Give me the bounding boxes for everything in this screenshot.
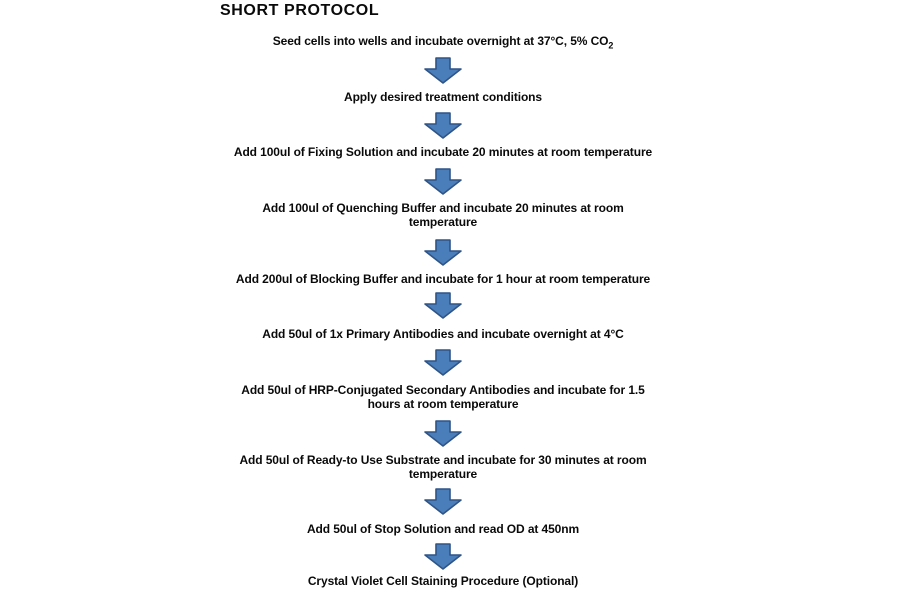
step-9-text: Add 50ul of Stop Solution and read OD at 450nm: [306, 522, 580, 536]
co2-subscript: 2: [608, 40, 614, 51]
step-7-line-2: hours at room temperature: [367, 397, 519, 411]
step-8-text: [143, 453, 743, 481]
step-4-text: [143, 201, 743, 229]
step-7-text: [143, 383, 743, 411]
down-arrow-icon: [424, 168, 462, 195]
step-4-line-2: temperature: [408, 215, 478, 229]
step-7-line-1: Add 50ul of HRP-Conjugated Secondary Antibodies and incubate for 1.5: [241, 383, 645, 397]
down-arrow-icon: [424, 239, 462, 266]
page-title: SHORT PROTOCOL: [220, 2, 380, 19]
step-1-line: Seed cells into wells and incubate overnight at 37°C, 5% CO: [272, 34, 609, 48]
step-2-text: Apply desired treatment conditions: [344, 90, 542, 104]
down-arrow-icon: [424, 292, 462, 319]
down-arrow-icon: [424, 420, 462, 447]
down-arrow-icon: [424, 112, 462, 139]
down-arrow-icon: [424, 349, 462, 376]
step-4-line-1: Add 100ul of Quenching Buffer and incubate 20 minutes at room: [262, 201, 624, 215]
step-5-text: Add 200ul of Blocking Buffer and incubate for 1 hour at room temperature: [235, 272, 651, 286]
step-1-text: [143, 34, 743, 51]
step-3-text: Add 100ul of Fixing Solution and incubate 20 minutes at room temperature: [233, 145, 653, 159]
step-10-text: Crystal Violet Cell Staining Procedure (Optional): [307, 574, 579, 588]
down-arrow-icon: [424, 57, 462, 84]
down-arrow-icon: [424, 488, 462, 515]
step-6-text: Add 50ul of 1x Primary Antibodies and incubate overnight at 4°C: [262, 327, 624, 341]
down-arrow-icon: [424, 543, 462, 570]
step-8-line-2: temperature: [408, 467, 478, 481]
step-8-line-1: Add 50ul of Ready-to Use Substrate and incubate for 30 minutes at room: [239, 453, 647, 467]
